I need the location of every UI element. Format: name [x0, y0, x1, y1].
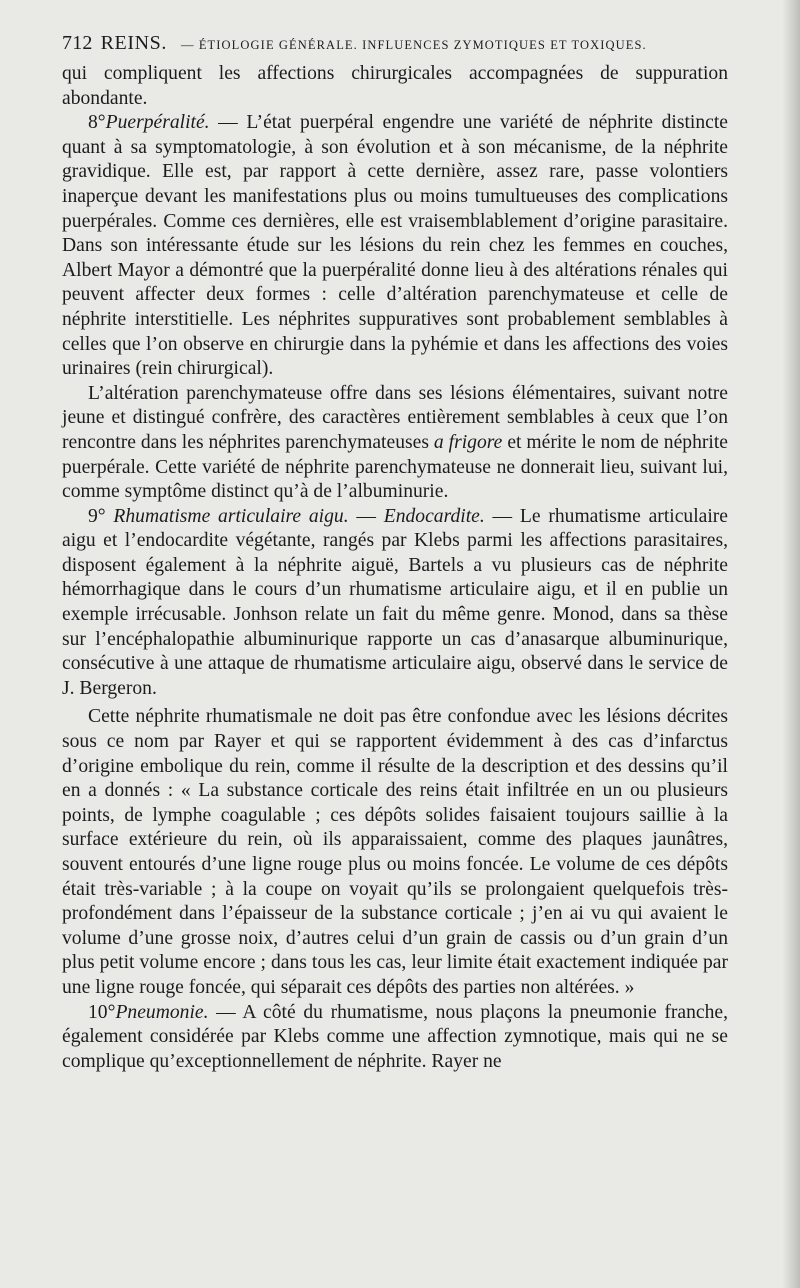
section-number: 10° [88, 1001, 116, 1023]
running-subtitle: — ÉTIOLOGIE GÉNÉRALE. INFLUENCES ZYMOTIQUES ET TOXIQUES. [181, 38, 647, 52]
body-text [62, 62, 728, 1074]
page-gutter-shadow [782, 0, 800, 1288]
paragraph-pneumonie [62, 1001, 728, 1075]
page-number: 712 [62, 32, 93, 54]
paragraph-nephrite-rhumatismale [62, 705, 728, 1000]
paragraph-text: Cette néphrite rhumatismale ne doit pas être confondue avec les lésions décrites sous ce nom par Rayer et qui se rapportent évidemment à des cas d’infarctus d’origine embolique du rein, comme il résulte de la description et des dessins qu’il en a donnés : « La substance corticale des reins était infiltrée en un ou plusieurs points, de lymphe coagulable ; ces dépôts solides faisaient toujours saillie à la surface extérieure du rein, où ils apparaissaient, comme des plaques jaunâtres, souvent entourés d’une ligne rouge plus ou moins foncée. Le volume de ces dépôts était très-variable ; à la coupe on voyait qu’ils se prolongaient quelquefois très-profondément dans l’épaisseur de la substance corticale ; j’en ai vu qui avaient le volume d’une grosse noix, d’autres celui d’un grain de cassis ou d’un grain d’un plus petit volume encore ; dans tous les cas, leur limite était exactement indiquée par une ligne rouge foncée, qui séparait ces dépôts des parties non altérées. » [62, 706, 728, 998]
paragraph-puerperalite [62, 111, 728, 382]
paragraph-continuation [62, 62, 728, 111]
paragraph-rhumatisme [62, 505, 728, 702]
italic-phrase: a frigore [433, 431, 503, 453]
section-number: 8° [88, 112, 106, 134]
paragraph-text: L’altération parenchymateuse offre dans ses lésions élémentaires, suivant notre jeune et distingué confrère, des caractères entièrement semblables à ceux que l’on rencontre dans les néphrites parenchymateuses [62, 382, 728, 453]
paragraph-text: — Le rhumatisme articulaire aigu et l’endocardite végétante, rangés par Klebs parmi les affections parasitaires, disposent également à la néphrite aiguë, Bartels a vu plusieurs cas de néphrite hémorrhagique dans le cours d’un rhumatisme articulaire aigu, et il en publie un exemple irrécusable. Jonhson relate un fait du même genre. Monod, dans sa thèse sur l’encéphalopathie albuminurique rapporte un cas d’anasarque albuminurique, consécutive à une attaque de rhumatisme articulaire aigu, observé dans le service de J. Bergeron. [62, 505, 728, 699]
paragraph-text: — A côté du rhumatisme, nous plaçons la pneumonie franche, également considérée par Klebs comme une affection zymnotique, mais qui ne se complique qu’exceptionnellement de néphrite. Rayer ne [62, 1001, 728, 1072]
section-heading: Puerpéralité. [105, 112, 210, 134]
running-head [62, 32, 728, 62]
paragraph-alteration [62, 382, 728, 505]
section-heading: Pneumonie. [115, 1001, 209, 1023]
paragraph-text: qui compliquent les affections chirurgicales accompagnées de suppuration abondante. [62, 63, 728, 109]
section-number: 9° [88, 505, 106, 527]
section-heading-secondary: Endocardite. [383, 505, 485, 527]
section-heading: Rhumatisme articulaire aigu. [113, 505, 349, 527]
heading-dash: — [348, 505, 384, 527]
paragraph-text: et mérite le nom de néphrite puerpérale. Cette variété de néphrite parenchymateuse ne donnerait lieu, suivant lui, comme symptôme distinct qu’à de l’albuminurie. [62, 431, 728, 503]
paragraph-text: — L’état puerpéral engendre une variété de néphrite distincte quant à sa symptomatologie, à son évolution et à son mécanisme, de la néphrite gravidique. Elle est, par rapport à cette dernière, assez rare, passe volontiers inaperçue devant les manifestations plus ou moins tumultueuses des complications puerpérales. Comme ces dernières, elle est vraisemblablement d’origine parasitaire. Dans son intéressante étude sur les lésions du rein chez les femmes en couches, Albert Mayor a démontré que la puerpéralité donne lieu à des altérations rénales qui peuvent affecter deux formes : celle d’altération parenchymateuse et celle de néphrite interstitielle. Les néphrites suppuratives sont probablement semblables à celles que l’on observe en chirurgie dans la pyhémie et dans les affections des voies urinaires (rein chirurgical). [62, 112, 728, 380]
running-title: REINS. [100, 32, 167, 54]
